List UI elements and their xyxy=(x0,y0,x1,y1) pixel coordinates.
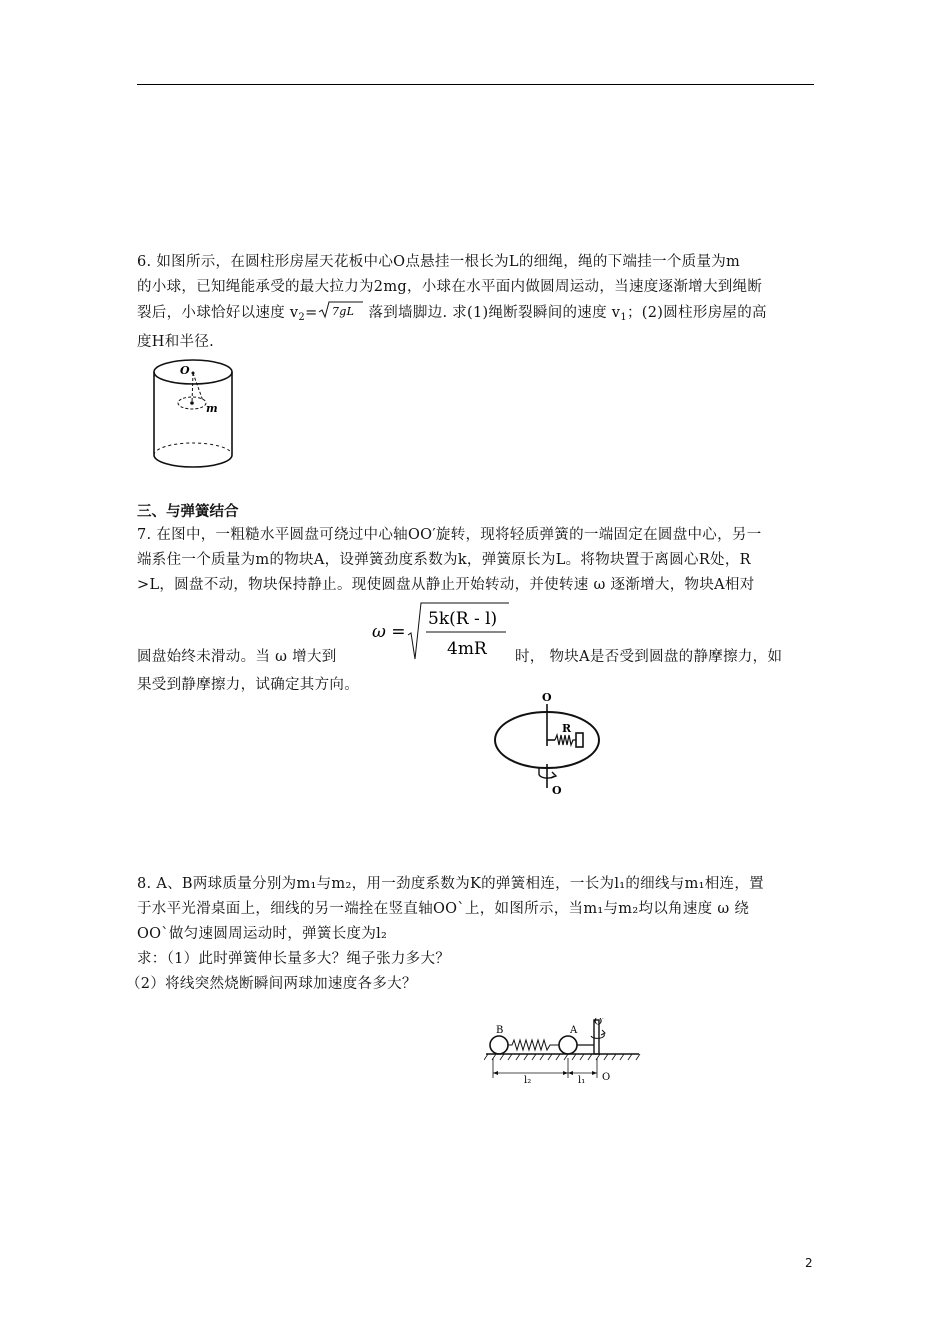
formula-denominator: 4mR xyxy=(447,639,487,659)
fig8-label-O-prime: O′ xyxy=(594,1018,605,1028)
sqrt-7gL xyxy=(318,300,364,329)
q6-line-1: 6. 如图所示，在圆柱形房屋天花板中心O点悬挂一根长为L的细绳，绳的下端挂一个质量为m xyxy=(137,254,741,270)
fig8-label-B: B xyxy=(496,1025,504,1036)
q8-line-1: 8. A、B两球质量分别为m₁与m₂，用一劲度系数为K的弹簧相连，一长为l₁的细线与m₁相连，置 xyxy=(137,876,764,892)
sqrt-7gL-content: 7gL xyxy=(331,305,354,318)
formula-lhs: ω = xyxy=(372,622,406,642)
q6-line-2: 的小球，已知绳能承受的最大拉力为2mg，小球在水平面内做圆周运动，当速度逐渐增大到绳断 xyxy=(137,279,763,295)
q7-line-2: 端系住一个质量为m的物块A，设弹簧劲度系数为k，弹簧原长为L。将物块置于离圆心R处，R xyxy=(137,552,751,568)
section-3-heading: 三、与弹簧结合 xyxy=(137,504,239,520)
header-rule xyxy=(137,84,814,85)
fig7-label-O-top: O xyxy=(542,691,552,704)
q8-line-5: （2）将线突然烧断瞬间两球加速度各多大？ xyxy=(126,976,417,992)
fig8-label-A: A xyxy=(570,1025,578,1036)
q7-line-5: 果受到静摩擦力，试确定其方向。 xyxy=(137,677,359,693)
fig8-label-O: O xyxy=(602,1072,611,1083)
spring-balls-figure xyxy=(484,1018,644,1086)
q8-line-2: 于水平光滑桌面上，细线的另一端拴在竖直轴OO`上，如图所示，当m₁与m₂均以角速度 ω 绕 xyxy=(137,901,750,917)
q8-line-4: 求：（1）此时弹簧伸长量多大？绳子张力多大？ xyxy=(137,951,451,967)
q6-line-3: 裂后，小球恰好以速度 $v_2=$ 7gL 落到墙脚边. 求(1)绳断裂瞬间的速度 $v_1$；(2)圆柱形房屋的高 xyxy=(137,300,817,330)
q7-paragraph xyxy=(137,523,817,598)
fig7-label-R: R xyxy=(562,722,572,735)
fig8-label-l1: l₁ xyxy=(578,1075,586,1086)
disk-spring-figure xyxy=(490,688,610,800)
q8-paragraph xyxy=(137,872,817,972)
q7-line-4-pre: 圆盘始终未滑动。当 ω 增大到 xyxy=(137,649,337,665)
omega-formula xyxy=(372,597,512,667)
q8-line-3: OO`做匀速圆周运动时，弹簧长度为l₂ xyxy=(137,926,388,942)
fig6-label-O: O xyxy=(180,364,190,377)
q7-line-1: 7. 在图中，一粗糙水平圆盘可绕过中心轴OO′旋转，现将轻质弹簧的一端固定在圆盘中心，另一 xyxy=(137,527,762,543)
page-number: 2 xyxy=(805,1256,813,1270)
formula-numerator: 5k(R - l) xyxy=(428,609,498,629)
q6-line-4: 度H和半径. xyxy=(137,334,215,350)
fig7-label-O-bottom: O xyxy=(552,784,562,797)
fig6-label-m: m xyxy=(206,402,218,415)
q6-paragraph xyxy=(137,250,817,355)
fig8-label-l2: l₂ xyxy=(524,1075,532,1086)
cylinder-figure xyxy=(148,355,238,475)
q7-line-4-post: 时， 物块A是否受到圆盘的静摩擦力，如 xyxy=(515,649,783,665)
q7-line-3: >L，圆盘不动，物块保持静止。现使圆盘从静止开始转动，并使转速 ω 逐渐增大，物块A相对 xyxy=(137,577,755,593)
